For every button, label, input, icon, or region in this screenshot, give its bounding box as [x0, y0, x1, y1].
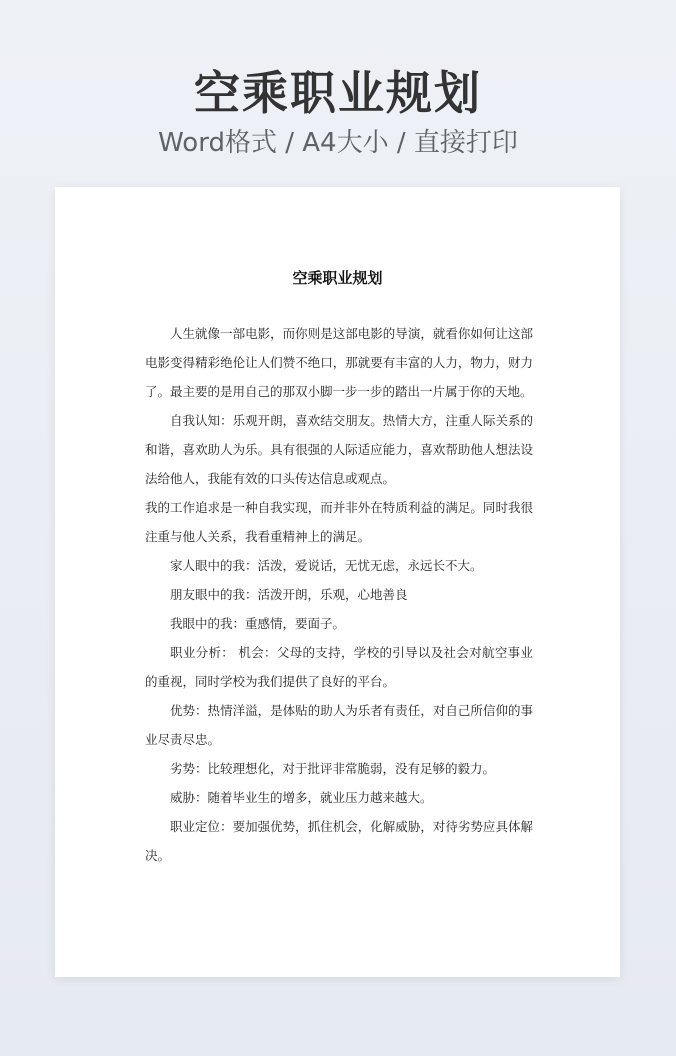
document-title: 空乘职业规划	[292, 269, 383, 287]
paragraph-self-view: 我眼中的我：重感情，要面子。	[170, 616, 346, 631]
paragraph-opportunity: 职业分析： 机会：父母的支持，学校的引导以及社会对航空事业的重视，同时学校为我们提供了良好的平台。	[145, 645, 533, 689]
paragraph-positioning: 职业定位：要加强优势，抓住机会，化解威胁，对待劣势应具体解决。	[145, 819, 533, 863]
paragraph-self-awareness: 自我认知：乐观开朗，喜欢结交朋友。热情大方，注重人际关系的和谐，喜欢助人为乐。具有很强的人际适应能力，喜欢帮助他人想法设法给他人，我能有效的口头传达信息或观点。	[145, 413, 533, 486]
document-page	[55, 187, 620, 977]
paragraph-threats: 威胁：随着毕业生的增多，就业压力越来越大。	[170, 790, 433, 805]
paragraph-weaknesses: 劣势：比较理想化，对于批评非常脆弱，没有足够的毅力。	[170, 761, 496, 776]
page-header	[0, 62, 676, 160]
paragraph-intro: 人生就像一部电影，而你则是这部电影的导演，就看你如何让这部电影变得精彩绝伦让人们赞不绝口，那就要有丰富的人力，物力，财力了。最主要的是用自己的那双小脚一步一步的踏出一片属于你的天地。	[145, 326, 533, 399]
page-subtitle: Word格式 / A4大小 / 直接打印	[158, 128, 518, 158]
page-title: 空乘职业规划	[194, 66, 482, 120]
document-body	[145, 319, 533, 870]
paragraph-friend-view: 朋友眼中的我：活泼开朗，乐观，心地善良	[170, 587, 408, 602]
paragraph-strengths: 优势：热情洋溢，是体贴的助人为乐者有责任，对自己所信仰的事业尽责尽忠。	[145, 703, 533, 747]
paragraph-family-view: 家人眼中的我：活泼，爱说话，无忧无虑，永远长不大。	[170, 558, 483, 573]
paragraph-work-pursuit: 我的工作追求是一种自我实现，而并非外在特质利益的满足。同时我很注重与他人关系，我看重精神上的满足。	[145, 500, 533, 544]
